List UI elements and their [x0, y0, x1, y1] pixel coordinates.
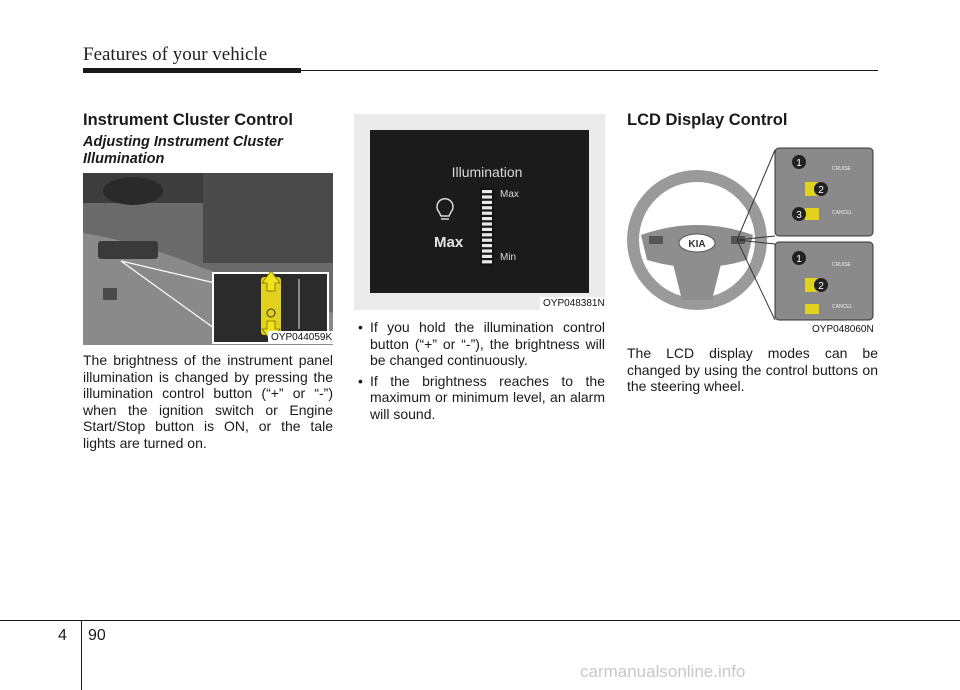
- callout-2-top: [814, 182, 828, 196]
- current-level-text: Max: [434, 234, 464, 251]
- lcd-display-paragraph: The LCD display modes can be changed by using the control buttons on the steering wheel.: [627, 345, 878, 395]
- section-header-title: Features of your vehicle: [83, 44, 268, 65]
- steering-wheel-figure: [627, 140, 878, 336]
- callout-3-top: [792, 207, 806, 221]
- instrument-illumination-paragraph: The brightness of the instrument panel illumination is changed by pressing the illumination control button (“+” or “-”) when the ignition switch or Engine Start/Stop button is ON, or the tale lights are turned on.: [83, 352, 333, 451]
- chapter-number: 4: [58, 627, 67, 644]
- level-segment: [482, 201, 492, 204]
- header-bar-thin: [301, 70, 878, 71]
- callout-1-bottom-label: 1: [796, 254, 802, 265]
- instrument-cluster-control-heading: Instrument Cluster Control: [83, 111, 293, 129]
- callout-1-top-label: 1: [796, 158, 802, 169]
- button-label-cancel-1: CANCEL: [832, 210, 853, 216]
- level-segment: [482, 239, 492, 242]
- lcd-display-control-heading: LCD Display Control: [627, 111, 788, 129]
- bullet-max-min-alarm: • If the brightness reaches to the maximum or minimum level, an alarm will sound.: [356, 373, 605, 423]
- level-segment: [482, 190, 492, 193]
- dashboard-switch-photo: [83, 173, 333, 345]
- level-segment: [482, 233, 492, 236]
- callout-3-top-label: 3: [796, 210, 802, 221]
- screen-title-illumination: Illumination: [451, 164, 523, 180]
- image-code-dashboard: OYP044059K: [268, 331, 335, 344]
- level-segment: [482, 249, 492, 252]
- image-code-steering: OYP048060N: [809, 323, 877, 336]
- level-segment: [482, 217, 492, 220]
- callout-2-bottom-label: 2: [818, 281, 824, 292]
- level-segment: [482, 255, 492, 258]
- image-code-illumination: OYP048381N: [540, 297, 608, 310]
- level-segment: [482, 195, 492, 198]
- callout-1-bottom: [792, 251, 806, 265]
- level-max-label: Max: [500, 189, 519, 200]
- callout-2-bottom: [814, 278, 828, 292]
- brightness-level-bar: [480, 188, 494, 266]
- level-min-label: Min: [500, 252, 517, 263]
- callout-2-top-label: 2: [818, 185, 824, 196]
- illumination-bullet-list: [356, 319, 605, 427]
- level-segment: [482, 244, 492, 247]
- illumination-display-figure: [354, 114, 605, 310]
- level-segment: [482, 206, 492, 209]
- page-number: 90: [88, 627, 106, 644]
- bullet-hold-button: • If you hold the illumination control button (“+” or “-”), the brightness will be changed continuously.: [356, 319, 605, 369]
- site-watermark: carmanualsonline.info: [580, 662, 746, 681]
- button-label-cancel-2: CANCEL: [832, 304, 853, 310]
- footer-rule: [0, 620, 960, 621]
- level-segment: [482, 212, 492, 215]
- level-segment: [482, 228, 492, 231]
- button-label-cruise-2: CRUISE: [832, 262, 851, 268]
- adjusting-illumination-subheading: Adjusting Instrument Cluster Illumination: [83, 134, 283, 167]
- button-label-cruise-1: CRUISE: [832, 166, 851, 172]
- callout-1-top: [792, 155, 806, 169]
- header-bar-thick: [83, 68, 301, 73]
- footer-divider: [81, 620, 82, 690]
- level-segment: [482, 260, 492, 263]
- level-segment: [482, 222, 492, 225]
- kia-logo-text: KIA: [688, 239, 706, 250]
